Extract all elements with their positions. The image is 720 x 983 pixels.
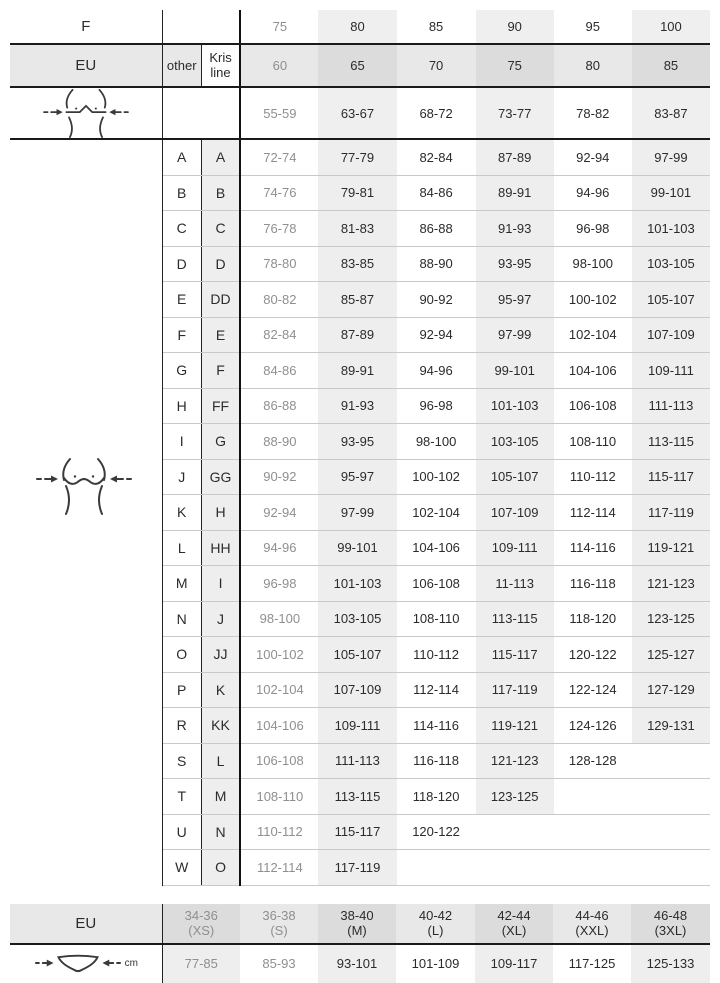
bust-range-cell: 101-103 (476, 388, 554, 424)
cup-letter-krisline: O (201, 850, 240, 886)
panty-measurement-icon (34, 953, 122, 975)
bust-range-cell: 81-83 (318, 211, 396, 247)
left-gutter-cell (10, 779, 162, 815)
hip-range-cell: 125-133 (631, 944, 710, 983)
spacer-cell (162, 10, 240, 44)
spacer-cell (162, 87, 240, 139)
panty-size-3xl: 46-48 (3XL) (631, 904, 710, 944)
left-gutter-cell (10, 850, 162, 886)
bust-range-cell: 91-93 (318, 388, 396, 424)
bust-range-cell: 118-120 (397, 779, 476, 815)
bust-range-cell: 99-101 (318, 530, 396, 566)
bust-range-cell: 98-100 (397, 424, 476, 460)
cup-letter-krisline: GG (201, 459, 240, 495)
bust-range-cell: 112-114 (240, 850, 318, 886)
cup-letter-krisline: KK (201, 708, 240, 744)
underbust-measurement-icon (40, 88, 132, 138)
left-gutter-cell (10, 708, 162, 744)
bust-range-cell: 104-106 (397, 530, 476, 566)
cup-size-row (10, 175, 710, 211)
hip-range-cell: 101-109 (396, 944, 475, 983)
left-gutter-cell (10, 530, 162, 566)
cup-letter-krisline: M (201, 779, 240, 815)
bust-range-cell: 115-117 (632, 459, 710, 495)
panty-size-l: 40-42 (L) (396, 904, 475, 944)
cup-letter-krisline: L (201, 743, 240, 779)
cup-letter-other: U (162, 814, 201, 850)
bust-range-cell: 103-105 (318, 601, 396, 637)
eu-standard-label: EU (10, 44, 162, 87)
bust-range-cell: 109-111 (476, 530, 554, 566)
hip-range-cell: 93-101 (318, 944, 396, 983)
bust-range-cell (476, 850, 554, 886)
bust-range-cell: 119-121 (632, 530, 710, 566)
panty-size-xxl: 44-46 (XXL) (553, 904, 631, 944)
underbust-range-cell: 68-72 (397, 87, 476, 139)
f-sizes-row (10, 10, 710, 44)
bust-range-cell (554, 779, 632, 815)
panty-size-xs: 34-36 (XS) (162, 904, 240, 944)
cup-size-row (10, 139, 710, 175)
bust-range-cell: 84-86 (397, 175, 476, 211)
bust-range-cell: 90-92 (397, 282, 476, 318)
cup-letter-other: L (162, 530, 201, 566)
hip-range-cell: 109-117 (475, 944, 553, 983)
bust-range-cell: 74-76 (240, 175, 318, 211)
bust-range-cell (632, 850, 710, 886)
bust-range-cell: 83-85 (318, 246, 396, 282)
bust-range-cell: 114-116 (554, 530, 632, 566)
bust-range-cell: 111-113 (632, 388, 710, 424)
bust-range-cell: 90-92 (240, 459, 318, 495)
bust-range-cell: 121-123 (476, 743, 554, 779)
left-gutter-cell (10, 601, 162, 637)
bust-range-cell: 107-109 (318, 672, 396, 708)
cup-letter-other: S (162, 743, 201, 779)
cup-letter-other: A (162, 139, 201, 175)
cup-letter-krisline: H (201, 495, 240, 531)
panty-eu-label: EU (10, 904, 162, 944)
cup-size-row (10, 566, 710, 602)
bust-range-cell: 78-80 (240, 246, 318, 282)
eu-size-70: 70 (397, 44, 476, 87)
bust-range-cell: 89-91 (318, 353, 396, 389)
bust-range-cell: 107-109 (476, 495, 554, 531)
bust-range-cell: 82-84 (240, 317, 318, 353)
bust-range-cell: 128-128 (554, 743, 632, 779)
left-gutter-cell (10, 814, 162, 850)
panty-size-xl: 42-44 (XL) (475, 904, 553, 944)
cup-letter-other: O (162, 637, 201, 673)
bust-range-cell: 127-129 (632, 672, 710, 708)
eu-size-65: 65 (318, 44, 396, 87)
cup-size-row (10, 424, 710, 460)
eu-size-80: 80 (554, 44, 632, 87)
bust-range-cell: 113-115 (318, 779, 396, 815)
underbust-range-cell: 78-82 (554, 87, 632, 139)
bust-range-cell (554, 850, 632, 886)
bust-range-cell: 117-119 (632, 495, 710, 531)
bust-range-cell: 103-105 (476, 424, 554, 460)
cup-letter-other: W (162, 850, 201, 886)
cup-letter-other: N (162, 601, 201, 637)
cup-letter-other: I (162, 424, 201, 460)
cup-size-row (10, 637, 710, 673)
bust-range-cell: 87-89 (476, 139, 554, 175)
cup-letter-krisline: B (201, 175, 240, 211)
bust-range-cell: 119-121 (476, 708, 554, 744)
eu-sizes-row (10, 44, 710, 87)
cup-letter-krisline: I (201, 566, 240, 602)
bust-range-cell: 101-103 (318, 566, 396, 602)
cup-letter-other: F (162, 317, 201, 353)
bust-range-cell: 100-102 (397, 459, 476, 495)
cup-size-row (10, 317, 710, 353)
bust-range-cell: 123-125 (632, 601, 710, 637)
other-brands-label: other (162, 44, 201, 87)
bust-range-cell: 109-111 (318, 708, 396, 744)
cup-letter-krisline: K (201, 672, 240, 708)
bust-range-cell: 11-113 (476, 566, 554, 602)
left-gutter-cell (10, 672, 162, 708)
bust-range-cell: 106-108 (240, 743, 318, 779)
bust-range-cell: 93-95 (318, 424, 396, 460)
bust-range-cell: 113-115 (632, 424, 710, 460)
bust-range-cell (476, 814, 554, 850)
bust-range-cell: 97-99 (318, 495, 396, 531)
cup-letter-krisline: J (201, 601, 240, 637)
cup-letter-krisline: JJ (201, 637, 240, 673)
bust-range-cell (632, 814, 710, 850)
bust-range-cell: 110-112 (240, 814, 318, 850)
bust-range-cell: 98-100 (554, 246, 632, 282)
left-gutter-cell (10, 743, 162, 779)
bust-range-cell: 82-84 (397, 139, 476, 175)
cup-letter-krisline: E (201, 317, 240, 353)
cup-letter-krisline: G (201, 424, 240, 460)
bust-range-cell: 108-110 (397, 601, 476, 637)
bust-range-cell: 122-124 (554, 672, 632, 708)
underbust-range-cell: 73-77 (476, 87, 554, 139)
bust-range-cell: 79-81 (318, 175, 396, 211)
bust-range-cell: 91-93 (476, 211, 554, 247)
bust-range-cell: 116-118 (397, 743, 476, 779)
size-chart-page (0, 10, 720, 970)
bust-range-cell: 72-74 (240, 139, 318, 175)
krisline-brand-label: Kris line (201, 44, 240, 87)
left-gutter-cell (10, 246, 162, 282)
bust-range-cell: 88-90 (397, 246, 476, 282)
bust-range-cell: 113-115 (476, 601, 554, 637)
cup-letter-other: R (162, 708, 201, 744)
cup-letter-krisline: N (201, 814, 240, 850)
cup-letter-other: M (162, 566, 201, 602)
cup-letter-other: B (162, 175, 201, 211)
bust-range-cell: 100-102 (240, 637, 318, 673)
cup-size-row (10, 814, 710, 850)
bust-range-cell: 107-109 (632, 317, 710, 353)
cup-letter-other: J (162, 459, 201, 495)
bust-range-cell: 95-97 (318, 459, 396, 495)
bust-range-cell: 105-107 (632, 282, 710, 318)
f-size-100: 100 (632, 10, 710, 44)
unit-label: cm (124, 958, 138, 969)
bust-range-cell: 117-119 (476, 672, 554, 708)
hip-measurements-row (10, 944, 710, 983)
bust-range-cell: 96-98 (554, 211, 632, 247)
cup-size-row (10, 601, 710, 637)
eu-size-60: 60 (240, 44, 318, 87)
cup-letter-other: H (162, 388, 201, 424)
bust-range-cell: 120-122 (397, 814, 476, 850)
bust-range-cell: 116-118 (554, 566, 632, 602)
cup-letter-other: E (162, 282, 201, 318)
bust-range-cell: 102-104 (397, 495, 476, 531)
panty-size-s: 36-38 (S) (240, 904, 318, 944)
cup-letter-krisline: HH (201, 530, 240, 566)
bust-range-cell: 118-120 (554, 601, 632, 637)
bust-range-cell: 123-125 (476, 779, 554, 815)
left-gutter-cell (10, 353, 162, 389)
bust-range-cell: 96-98 (240, 566, 318, 602)
cup-size-row (10, 388, 710, 424)
eu-size-85: 85 (632, 44, 710, 87)
bust-range-cell: 89-91 (476, 175, 554, 211)
cup-size-row (10, 672, 710, 708)
bust-range-cell: 103-105 (632, 246, 710, 282)
cup-letter-krisline: FF (201, 388, 240, 424)
bust-measurement-icon (34, 455, 134, 519)
cup-size-row (10, 743, 710, 779)
cup-letter-krisline: D (201, 246, 240, 282)
cup-size-row (10, 779, 710, 815)
hip-range-cell: 85-93 (240, 944, 318, 983)
panty-size-m: 38-40 (M) (318, 904, 396, 944)
left-gutter-cell (10, 388, 162, 424)
bust-range-cell: 105-107 (476, 459, 554, 495)
cup-letter-krisline: A (201, 139, 240, 175)
cup-letter-other: G (162, 353, 201, 389)
bust-range-cell: 102-104 (240, 672, 318, 708)
bust-range-cell: 104-106 (240, 708, 318, 744)
panty-icon-cell (10, 944, 162, 983)
bra-size-table (10, 10, 710, 886)
bust-range-cell: 124-126 (554, 708, 632, 744)
bust-range-cell: 93-95 (476, 246, 554, 282)
underbust-row (10, 87, 710, 139)
bust-range-cell: 88-90 (240, 424, 318, 460)
bust-range-cell: 115-117 (476, 637, 554, 673)
left-gutter-cell (10, 424, 162, 460)
bust-range-cell: 115-117 (318, 814, 396, 850)
bust-range-cell (632, 779, 710, 815)
bust-range-cell: 94-96 (240, 530, 318, 566)
bust-range-cell: 92-94 (397, 317, 476, 353)
bust-range-cell: 106-108 (397, 566, 476, 602)
bust-range-cell: 85-87 (318, 282, 396, 318)
panty-eu-sizes-row (10, 904, 710, 944)
bust-range-cell: 102-104 (554, 317, 632, 353)
bust-range-cell: 101-103 (632, 211, 710, 247)
bust-range-cell: 80-82 (240, 282, 318, 318)
cup-size-row (10, 708, 710, 744)
left-gutter-cell (10, 637, 162, 673)
bust-range-cell: 100-102 (554, 282, 632, 318)
cup-letter-other: P (162, 672, 201, 708)
bust-range-cell: 99-101 (632, 175, 710, 211)
bust-range-cell: 117-119 (318, 850, 396, 886)
bust-range-cell: 97-99 (632, 139, 710, 175)
left-gutter-cell (10, 139, 162, 175)
bust-range-cell: 111-113 (318, 743, 396, 779)
bust-range-cell: 94-96 (397, 353, 476, 389)
bust-range-cell: 76-78 (240, 211, 318, 247)
cup-size-row (10, 211, 710, 247)
hip-range-cell: 77-85 (162, 944, 240, 983)
f-size-90: 90 (476, 10, 554, 44)
underbust-range-cell: 83-87 (632, 87, 710, 139)
bust-range-cell (554, 814, 632, 850)
cup-letter-krisline: C (201, 211, 240, 247)
cup-letter-krisline: DD (201, 282, 240, 318)
bust-range-cell: 106-108 (554, 388, 632, 424)
cup-size-row (10, 282, 710, 318)
bust-range-cell: 86-88 (397, 211, 476, 247)
left-gutter-cell (10, 211, 162, 247)
left-gutter-cell (10, 282, 162, 318)
panty-size-table (10, 904, 710, 983)
underbust-range-cell: 63-67 (318, 87, 396, 139)
bust-range-cell: 87-89 (318, 317, 396, 353)
bust-range-cell: 84-86 (240, 353, 318, 389)
bust-range-cell: 99-101 (476, 353, 554, 389)
left-gutter-cell (10, 317, 162, 353)
bust-range-cell: 97-99 (476, 317, 554, 353)
bust-range-cell: 95-97 (476, 282, 554, 318)
bust-icon-wrap (34, 455, 134, 519)
f-size-95: 95 (554, 10, 632, 44)
cup-size-row (10, 353, 710, 389)
bust-range-cell: 104-106 (554, 353, 632, 389)
cup-size-row (10, 530, 710, 566)
cup-letter-other: T (162, 779, 201, 815)
bust-range-cell: 98-100 (240, 601, 318, 637)
underbust-icon-cell (10, 87, 162, 139)
f-size-80: 80 (318, 10, 396, 44)
bust-range-cell (632, 743, 710, 779)
underbust-range-cell: 55-59 (240, 87, 318, 139)
hip-range-cell: 117-125 (553, 944, 631, 983)
bust-range-cell: 112-114 (397, 672, 476, 708)
cup-letter-other: C (162, 211, 201, 247)
f-standard-label: F (10, 10, 162, 44)
bust-range-cell: 108-110 (554, 424, 632, 460)
bust-range-cell: 109-111 (632, 353, 710, 389)
f-size-85: 85 (397, 10, 476, 44)
bust-range-cell: 108-110 (240, 779, 318, 815)
cup-size-row (10, 850, 710, 886)
left-gutter-cell (10, 175, 162, 211)
bust-range-cell: 110-112 (554, 459, 632, 495)
cup-size-row (10, 246, 710, 282)
bust-range-cell: 94-96 (554, 175, 632, 211)
bust-range-cell: 120-122 (554, 637, 632, 673)
f-size-75: 75 (240, 10, 318, 44)
bust-range-cell: 110-112 (397, 637, 476, 673)
eu-size-75: 75 (476, 44, 554, 87)
bust-range-cell: 112-114 (554, 495, 632, 531)
bust-range-cell: 92-94 (240, 495, 318, 531)
bust-range-cell: 77-79 (318, 139, 396, 175)
cup-letter-other: D (162, 246, 201, 282)
bust-range-cell: 129-131 (632, 708, 710, 744)
bust-range-cell: 121-123 (632, 566, 710, 602)
bust-range-cell: 105-107 (318, 637, 396, 673)
cup-letter-krisline: F (201, 353, 240, 389)
bust-range-cell: 96-98 (397, 388, 476, 424)
bust-range-cell: 92-94 (554, 139, 632, 175)
bust-range-cell: 125-127 (632, 637, 710, 673)
bust-range-cell: 114-116 (397, 708, 476, 744)
cup-letter-other: K (162, 495, 201, 531)
bust-range-cell: 86-88 (240, 388, 318, 424)
bust-range-cell (397, 850, 476, 886)
left-gutter-cell (10, 566, 162, 602)
